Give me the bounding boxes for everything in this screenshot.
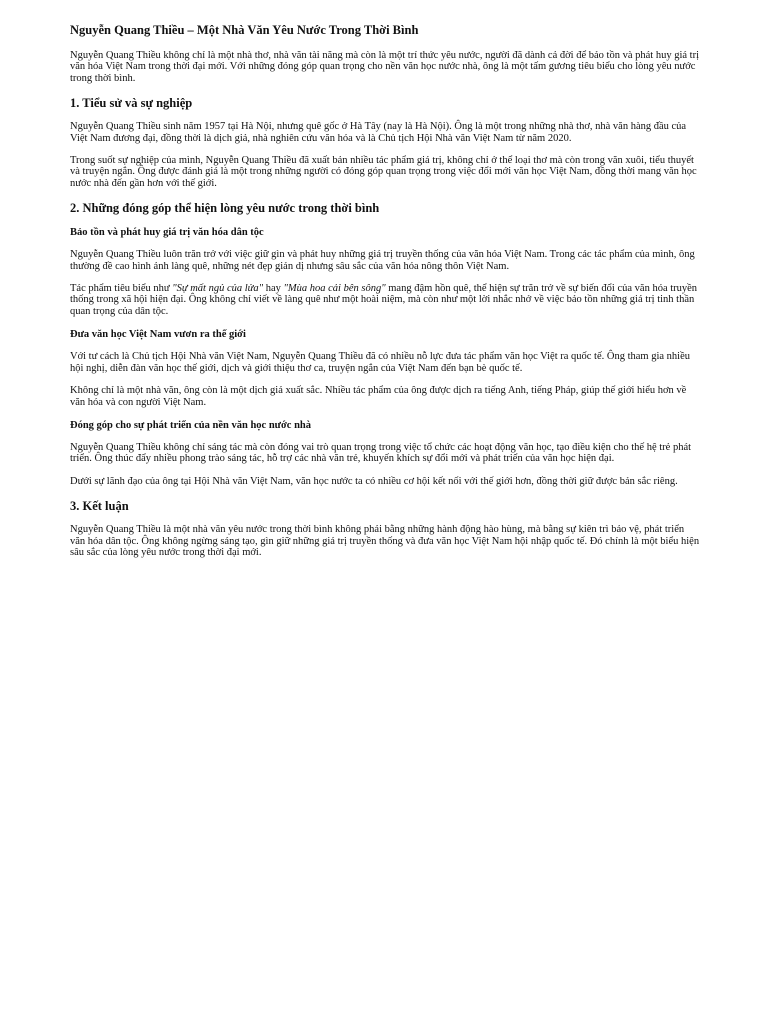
subheading-preserve-culture: Bảo tồn và phát huy giá trị văn hóa dân tộc: [70, 227, 264, 239]
document-page: [70, 22, 700, 569]
development-paragraph-1: Nguyễn Quang Thiều không chỉ sáng tác mà còn đóng vai trò quan trọng trong việc tổ chức các hoạt động văn học, tạo điều kiện cho thế hệ trẻ phát triển. Ông thúc đẩy nhiều phong trào sáng tác, hỗ trợ các nhà văn trẻ, khuyến khích sự đổi mới và phát triển của văn học hiện đại.: [70, 441, 692, 465]
work-title-2: "Mùa hoa cải bên sông": [283, 283, 386, 295]
work-title-1: "Sự mất ngủ của lửa": [172, 283, 264, 295]
intro-paragraph: Nguyễn Quang Thiều không chỉ là một nhà thơ, nhà văn tài năng mà còn là một trí thức yêu nước, người đã dành cả đời để bảo tồn và phát huy giá trị văn hóa Việt Nam trong thời đại mới. Với những đóng góp quan trọng cho nền văn học nước nhà, ông là một tấm gương tiêu biểu cho lòng yêu nước trong thời bình.: [70, 50, 699, 84]
subheading-development: Đóng góp cho sự phát triển của nền văn học nước nhà: [70, 419, 311, 431]
text-segment: Tác phẩm tiêu biểu như: [70, 283, 173, 295]
biography-paragraph-2: Trong suốt sự nghiệp của mình, Nguyễn Quang Thiều đã xuất bản nhiều tác phẩm giá trị, không chỉ ở thể loại thơ mà còn trong văn xuôi, tiểu thuyết và truyện ngắn. Ông được đánh giá là một trong những người có đóng góp quan trọng trong việc đổi mới văn học Việt Nam, đồng thời mang văn học nước nhà đến gần hơn với thế giới.: [70, 155, 697, 189]
preserve-culture-paragraph-1: Nguyễn Quang Thiều luôn trăn trở với việc giữ gìn và phát huy những giá trị truyền thống của văn hóa Việt Nam. Trong các tác phẩm của mình, ông thường đề cao hình ảnh làng quê, những nét đẹp giản dị nhưng sâu sắc của văn hóa nông thôn Việt Nam.: [70, 249, 695, 272]
conclusion-paragraph: Nguyễn Quang Thiều là một nhà văn yêu nước trong thời bình không phải bằng những hành động hào hùng, mà bằng sự kiên trì bảo vệ, phát triển văn hóa dân tộc. Ông không ngừng sáng tạo, gìn giữ những giá trị truyền thống và đưa văn học Việt Nam hội nhập quốc tế. Đó chính là một biểu hiện sâu sắc của lòng yêu nước trong thời đại mới.: [70, 524, 700, 558]
text-segment: mang đậm hồn quê, thể hiện sự trăn trở về sự biến đổi của văn hóa truyền thống trong xã hội hiện đại. Ông không chỉ viết về làng quê như một hoài niệm, mà còn như một lời nhắc nhở về việc bảo tồn những giá trị tinh thần quan trọng của dân tộc.: [70, 283, 698, 317]
section-heading-conclusion: 3. Kết luận: [70, 499, 129, 514]
preserve-culture-paragraph-2: [70, 283, 700, 317]
development-paragraph-2: Dưới sự lãnh đạo của ông tại Hội Nhà văn Việt Nam, văn học nước ta có nhiều cơ hội kết nối với thế giới hơn, đồng thời giữ được bản sắc riêng.: [70, 475, 678, 487]
biography-paragraph-1: Nguyễn Quang Thiều sinh năm 1957 tại Hà Nội, nhưng quê gốc ở Hà Tây (nay là Hà Nội). Ông là một trong những nhà thơ, nhà văn hàng đầu của Việt Nam đương đại, đồng thời là dịch giả, nhà nghiên cứu văn hóa và là Chủ tịch Hội Nhà văn Việt Nam từ năm 2020.: [70, 121, 687, 144]
international-paragraph-2: Không chỉ là một nhà văn, ông còn là một dịch giả xuất sắc. Nhiều tác phẩm của ông được dịch ra tiếng Anh, tiếng Pháp, giúp thế giới hiểu hơn về văn hóa và con người Việt Nam.: [70, 385, 687, 408]
section-heading-biography: 1. Tiểu sử và sự nghiệp: [70, 96, 193, 111]
international-paragraph-1: Với tư cách là Chủ tịch Hội Nhà văn Việt Nam, Nguyễn Quang Thiều đã có nhiều nỗ lực đưa tác phẩm văn học Việt ra quốc tế. Ông tham gia nhiều hội nghị, diễn đàn văn học thế giới, dịch và giới thiệu thơ ca, truyện ngắn của Việt Nam đến bạn bè quốc tế.: [70, 351, 690, 374]
text-segment: hay: [263, 283, 284, 295]
section-heading-contributions: 2. Những đóng góp thể hiện lòng yêu nước trong thời bình: [70, 201, 380, 216]
document-title: Nguyễn Quang Thiều – Một Nhà Văn Yêu Nước Trong Thời Bình: [70, 23, 419, 37]
subheading-international: Đưa văn học Việt Nam vươn ra thế giới: [70, 329, 246, 341]
